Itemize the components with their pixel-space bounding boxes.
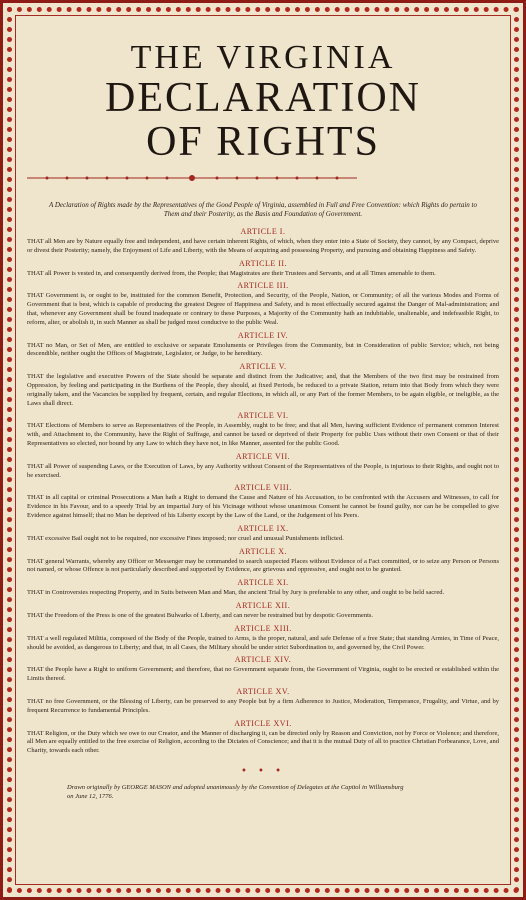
document-content (27, 41, 499, 877)
article-text: THAT excessive Bail ought not to be required, nor excessive Fines imposed; nor cruel and unusual Punishments inflicted. (27, 534, 344, 542)
article-title: ARTICLE I. (240, 227, 286, 236)
article-text: THAT the legislative and executive Powers of the State should be separate and distinct from the Judicative; and, that the Members of the two first may be restrained from Oppression, by feeling and participating in the Burthens of the People, they should, at fixed Periods, be reduced to a private Station, return into that Body from which they were originally taken, and the Vacancies be supplied by frequent, certain, and regular Elections, in which all, or any Part of the former Members, to be again eligible, or ineligible, as the Laws shall direct. (27, 373, 499, 407)
article-title: ARTICLE XI. (237, 578, 289, 588)
document-title (27, 41, 499, 163)
article-text: THAT Elections of Members to serve as Representatives of the People, in Assembly, ought to be free; and that all Men, having sufficient Evidence of permanent common Interest with, and Attachment to, the Community, have the Right of Suffrage, and cannot be taxed or deprived of their Property for public Uses without their own Consent or that of their Representatives so elected, nor bound by any Law to which they have not, in like Manner, assented for the public Good. (27, 422, 499, 447)
article-title: ARTICLE XVI. (234, 718, 292, 728)
article-title: ARTICLE III. (237, 281, 289, 291)
articles-list (27, 227, 499, 756)
article-text: THAT all Power of suspending Laws, or the Execution of Laws, by any Authority without Consent of the Representatives of the People, is injurious to their Rights, and ought not to be exercised. (27, 462, 499, 479)
article-text: THAT no free Government, or the Blessing of Liberty, can be preserved to any People but by a firm Adherence to Justice, Moderation, Temperance, Frugality, and Virtue, and by frequent Recurrence to fundamental Principles. (27, 697, 499, 714)
article-text: THAT no Man, or Set of Men, are entitled to exclusive or separate Emoluments or Privileges from the Community, but in Consideration of public Service; which, not being descendible, neither ought the Offices of Magistrate, Legislator, or Judge, to be hereditary. (27, 341, 499, 358)
footer-line-1: Drawn originally by GEORGE MASON and adopted unanimously by the Convention of Delegates at the Capitol in Williamsburg (67, 783, 404, 791)
article-title: ARTICLE XII. (235, 600, 291, 610)
article-text: THAT a well regulated Militia, composed of the Body of the People, trained to Arms, is the proper, natural, and safe Defense of a free State; that standing Armies, in Time of Peace, should be avoided, as dangerous to Liberty; and that, in all Cases, the Military should be under strict Subordination to, and governed by, the Civil Power. (27, 634, 499, 651)
article-text: THAT the Freedom of the Press is one of the greatest Bulwarks of Liberty, and can never be restrained but by despotic Governments. (27, 611, 374, 619)
article-text: THAT all Power is vested in, and consequently derived from, the People; that Magistrates are their Trustees and Servants, and at all Times amenable to them. (27, 269, 436, 277)
article-text: THAT in all capital or criminal Prosecutions a Man hath a Right to demand the Cause and Nature of his Accusation, to be confronted with the Accusers and Witnesses, to call for Evidence in his Favour, and to a speedy Trial by an impartial Jury of his Vicinage without whose unanimous Consent he cannot be found guilty, nor can he be compelled to give Evidence against himself; that no Man be deprived of his Liberty except by the Law of the Land, or the Judgement of his Peers. (27, 494, 499, 519)
article-title: ARTICLE II. (238, 258, 288, 268)
article-title: ARTICLE X. (238, 546, 288, 556)
title-line-3: OF RIGHTS (146, 119, 380, 165)
article-title: ARTICLE VII. (235, 451, 291, 461)
title-line-2: DECLARATION (105, 75, 421, 121)
title-ornament-divider (27, 173, 357, 183)
footer-line-2: on June 12, 1776. (67, 792, 114, 800)
article-title: ARTICLE XIV. (234, 655, 292, 665)
article-title: ARTICLE XIII. (234, 623, 292, 633)
article-text: THAT Religion, or the Duty which we owe to our Creator, and the Manner of discharging it, can be directed only by Reason and Conviction, not by Force or Violence; and therefore, all Men are equally entitled to the free exercise of Religion, according to the Dictates of Conscience; and that it is the mutual Duty of all to practice Christian Forbearance, Love, and Charity, towards each other. (27, 729, 499, 755)
article-title: ARTICLE VIII. (234, 483, 292, 493)
article-text: THAT Government is, or ought to be, instituted for the common Benefit, Protection, and Security, of the People, Nation, or Community; of all the various Modes and Forms of Government that is best, which is capable of producing the greatest Degree of Happiness and Safety, and is most effectually secured against the Danger of Mal-administration; and that, whenever any Government shall be found inadequate or contrary to these Purposes, a Majority of the Community hath an indubitable, unalienable, and indefeasible Right, to reform, alter, or abolish it, in such Manner as shall be judged most conducive to the public Weal. (27, 292, 499, 326)
article-text: THAT the People have a Right to uniform Government; and therefore, that no Government separate from, the Government of Virginia, ought to be erected or established within the Limits thereof. (27, 666, 499, 683)
article-title: ARTICLE V. (239, 362, 287, 372)
article-text: THAT general Warrants, whereby any Officer or Messenger may be commanded to search suspected Places without Evidence of a Fact committed, or to seize any Person or Persons not named, or whose Offence is not particularly described and supported by Evidence, are grievous and oppressive, and ought not to be granted. (27, 557, 499, 574)
article-title: ARTICLE IX. (237, 523, 289, 533)
footer-ornament: • • • (240, 765, 286, 777)
article-text: THAT in Controversies respecting Property, and in Suits between Man and Man, the ancient Trial by Jury is preferable to any other, and ought to be held sacred. (27, 589, 445, 597)
article-text: THAT all Men are by Nature equally free and independent, and have certain inherent Rights, of which, when they enter into a State of Society, they cannot, by any Compact, deprive or divest their Posterity; namely, the Enjoyment of Life and Liberty, with the Means of acquiring and possessing Property, and pursuing and obtaining Happiness and Safety. (27, 238, 499, 254)
article-title: ARTICLE IV. (237, 330, 289, 340)
preamble: A Declaration of Rights made by the Representatives of the Good People of Virginia, assembled in Full and Free Convention: which Rights do pertain to Them and their Posterity, as the Basis and Foundation of Government. (48, 201, 478, 218)
document-footer (67, 783, 499, 801)
title-line-1: THE VIRGINIA (130, 39, 396, 76)
article-title: ARTICLE VI. (237, 411, 289, 421)
article-title: ARTICLE XV. (236, 686, 290, 696)
